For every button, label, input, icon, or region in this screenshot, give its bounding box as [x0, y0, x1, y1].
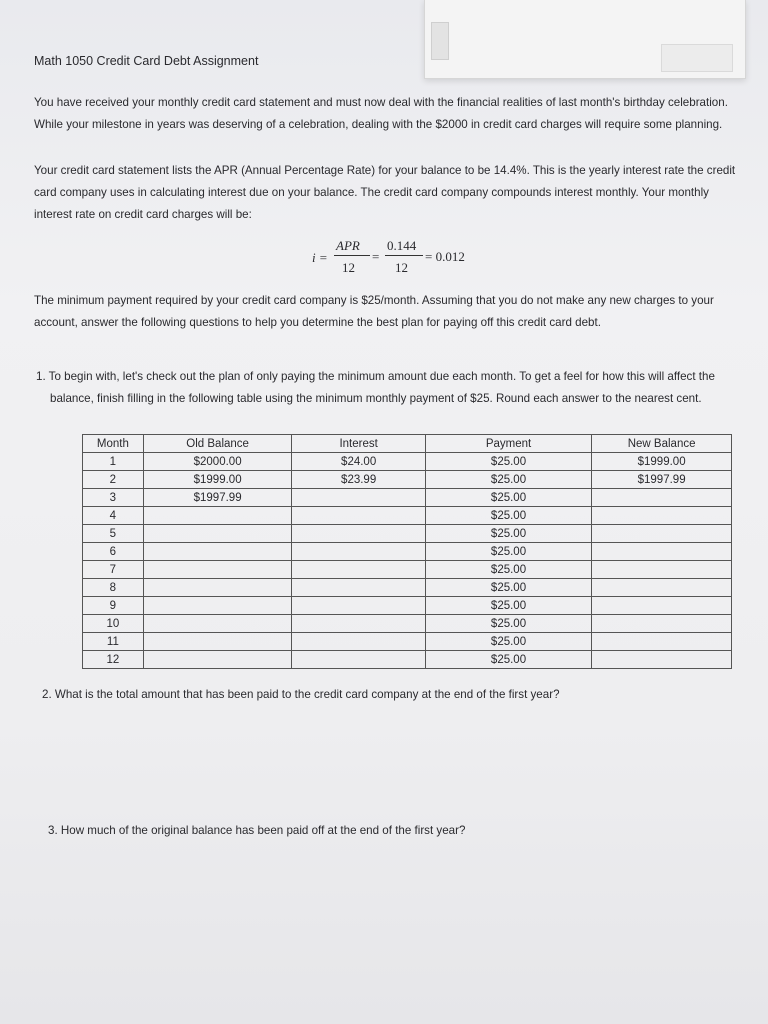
cell-interest — [292, 597, 425, 615]
cell-old-balance — [143, 615, 292, 633]
cell-interest — [292, 489, 425, 507]
cell-interest — [292, 651, 425, 669]
cell-payment: $25.00 — [425, 507, 591, 525]
table-row — [83, 651, 732, 669]
cell-interest — [292, 615, 425, 633]
formula-denominator-1: 12 — [342, 260, 355, 275]
formula-numerator-apr: APR — [336, 238, 360, 253]
cell-month: 7 — [83, 561, 144, 579]
page-title: Math 1050 Credit Card Debt Assignment — [34, 54, 259, 68]
clip-pad — [661, 44, 733, 72]
cell-payment: $25.00 — [425, 633, 591, 651]
cell-payment: $25.00 — [425, 615, 591, 633]
cell-new-balance — [592, 507, 732, 525]
header-payment: Payment — [425, 435, 591, 453]
fraction-bar-2 — [385, 255, 423, 256]
formula-numerator-rate: 0.144 — [387, 238, 417, 253]
table-row — [83, 633, 732, 651]
cell-interest — [292, 633, 425, 651]
cell-new-balance — [592, 525, 732, 543]
cell-interest — [292, 543, 425, 561]
formula-lhs: i = — [312, 250, 328, 265]
cell-old-balance: $1997.99 — [143, 489, 292, 507]
header-interest: Interest — [292, 435, 425, 453]
cell-old-balance — [143, 561, 292, 579]
cell-month: 11 — [83, 633, 144, 651]
cell-interest — [292, 525, 425, 543]
balance-table — [82, 434, 732, 669]
cell-old-balance — [143, 651, 292, 669]
table-row — [83, 471, 732, 489]
cell-interest — [292, 561, 425, 579]
minimum-payment-paragraph: The minimum payment required by your credit card company is $25/month. Assuming that you do not make any new charges to your account, answer the following questions to help you determine the best plan for paying off this credit card debt. — [34, 294, 714, 329]
question-2: 2. What is the total amount that has been paid to the credit card company at the end of the first year? — [42, 688, 560, 701]
table-row — [83, 543, 732, 561]
cell-payment: $25.00 — [425, 525, 591, 543]
table-row — [83, 507, 732, 525]
table-row — [83, 489, 732, 507]
table-body — [83, 453, 732, 669]
cell-payment: $25.00 — [425, 471, 591, 489]
cell-month: 4 — [83, 507, 144, 525]
cell-old-balance — [143, 633, 292, 651]
cell-month: 8 — [83, 579, 144, 597]
cell-new-balance — [592, 543, 732, 561]
cell-payment: $25.00 — [425, 651, 591, 669]
cell-interest — [292, 507, 425, 525]
header-old-balance: Old Balance — [143, 435, 292, 453]
question-1: 1. To begin with, let's check out the plan of only paying the minimum amount due each month. To get a feel for how this will affect the balance, finish filling in the following table using the minimum monthly payment of $25. Round each answer to the nearest cent. — [36, 370, 715, 405]
cell-old-balance: $2000.00 — [143, 453, 292, 471]
fraction-bar-1 — [334, 255, 370, 256]
cell-month: 5 — [83, 525, 144, 543]
cell-old-balance — [143, 507, 292, 525]
table-row — [83, 615, 732, 633]
cell-month: 2 — [83, 471, 144, 489]
cell-new-balance — [592, 615, 732, 633]
cell-old-balance — [143, 525, 292, 543]
table-row — [83, 579, 732, 597]
cell-month: 9 — [83, 597, 144, 615]
cell-new-balance: $1999.00 — [592, 453, 732, 471]
table-row — [83, 597, 732, 615]
apr-paragraph: Your credit card statement lists the APR (Annual Percentage Rate) for your balance to be 14.4%. This is the yearly interest rate the credit card company uses in calculating interest due on your balance. The credit card company compounds interest monthly. Your monthly interest rate on credit card charges will be: — [34, 164, 736, 221]
interest-formula — [312, 236, 482, 280]
table-header-row — [83, 435, 732, 453]
header-month: Month — [83, 435, 144, 453]
cell-payment: $25.00 — [425, 597, 591, 615]
cell-interest: $23.99 — [292, 471, 425, 489]
cell-payment: $25.00 — [425, 489, 591, 507]
cell-new-balance — [592, 651, 732, 669]
formula-denominator-2: 12 — [395, 260, 408, 275]
cell-month: 1 — [83, 453, 144, 471]
formula-equals: = — [372, 249, 380, 264]
cell-new-balance — [592, 633, 732, 651]
question-3: 3. How much of the original balance has been paid off at the end of the first year? — [48, 824, 466, 837]
table-row — [83, 453, 732, 471]
cell-old-balance — [143, 597, 292, 615]
cell-new-balance — [592, 597, 732, 615]
cell-month: 12 — [83, 651, 144, 669]
table-row — [83, 525, 732, 543]
cell-interest — [292, 579, 425, 597]
cell-old-balance: $1999.00 — [143, 471, 292, 489]
header-new-balance: New Balance — [592, 435, 732, 453]
cell-month: 3 — [83, 489, 144, 507]
cell-payment: $25.00 — [425, 561, 591, 579]
cell-new-balance — [592, 579, 732, 597]
cell-new-balance: $1997.99 — [592, 471, 732, 489]
cell-new-balance — [592, 489, 732, 507]
cell-interest: $24.00 — [292, 453, 425, 471]
cell-payment: $25.00 — [425, 543, 591, 561]
binder-clip — [424, 0, 746, 79]
intro-paragraph: You have received your monthly credit card statement and must now deal with the financial realities of last month's birthday celebration. While your milestone in years was deserving of a celebration, dealing with the $2000 in credit card charges will require some planning. — [34, 96, 728, 131]
cell-month: 10 — [83, 615, 144, 633]
formula-result: = 0.012 — [425, 249, 465, 264]
table-row — [83, 561, 732, 579]
clip-nub — [431, 22, 449, 60]
cell-old-balance — [143, 543, 292, 561]
cell-old-balance — [143, 579, 292, 597]
cell-new-balance — [592, 561, 732, 579]
cell-payment: $25.00 — [425, 579, 591, 597]
cell-month: 6 — [83, 543, 144, 561]
cell-payment: $25.00 — [425, 453, 591, 471]
